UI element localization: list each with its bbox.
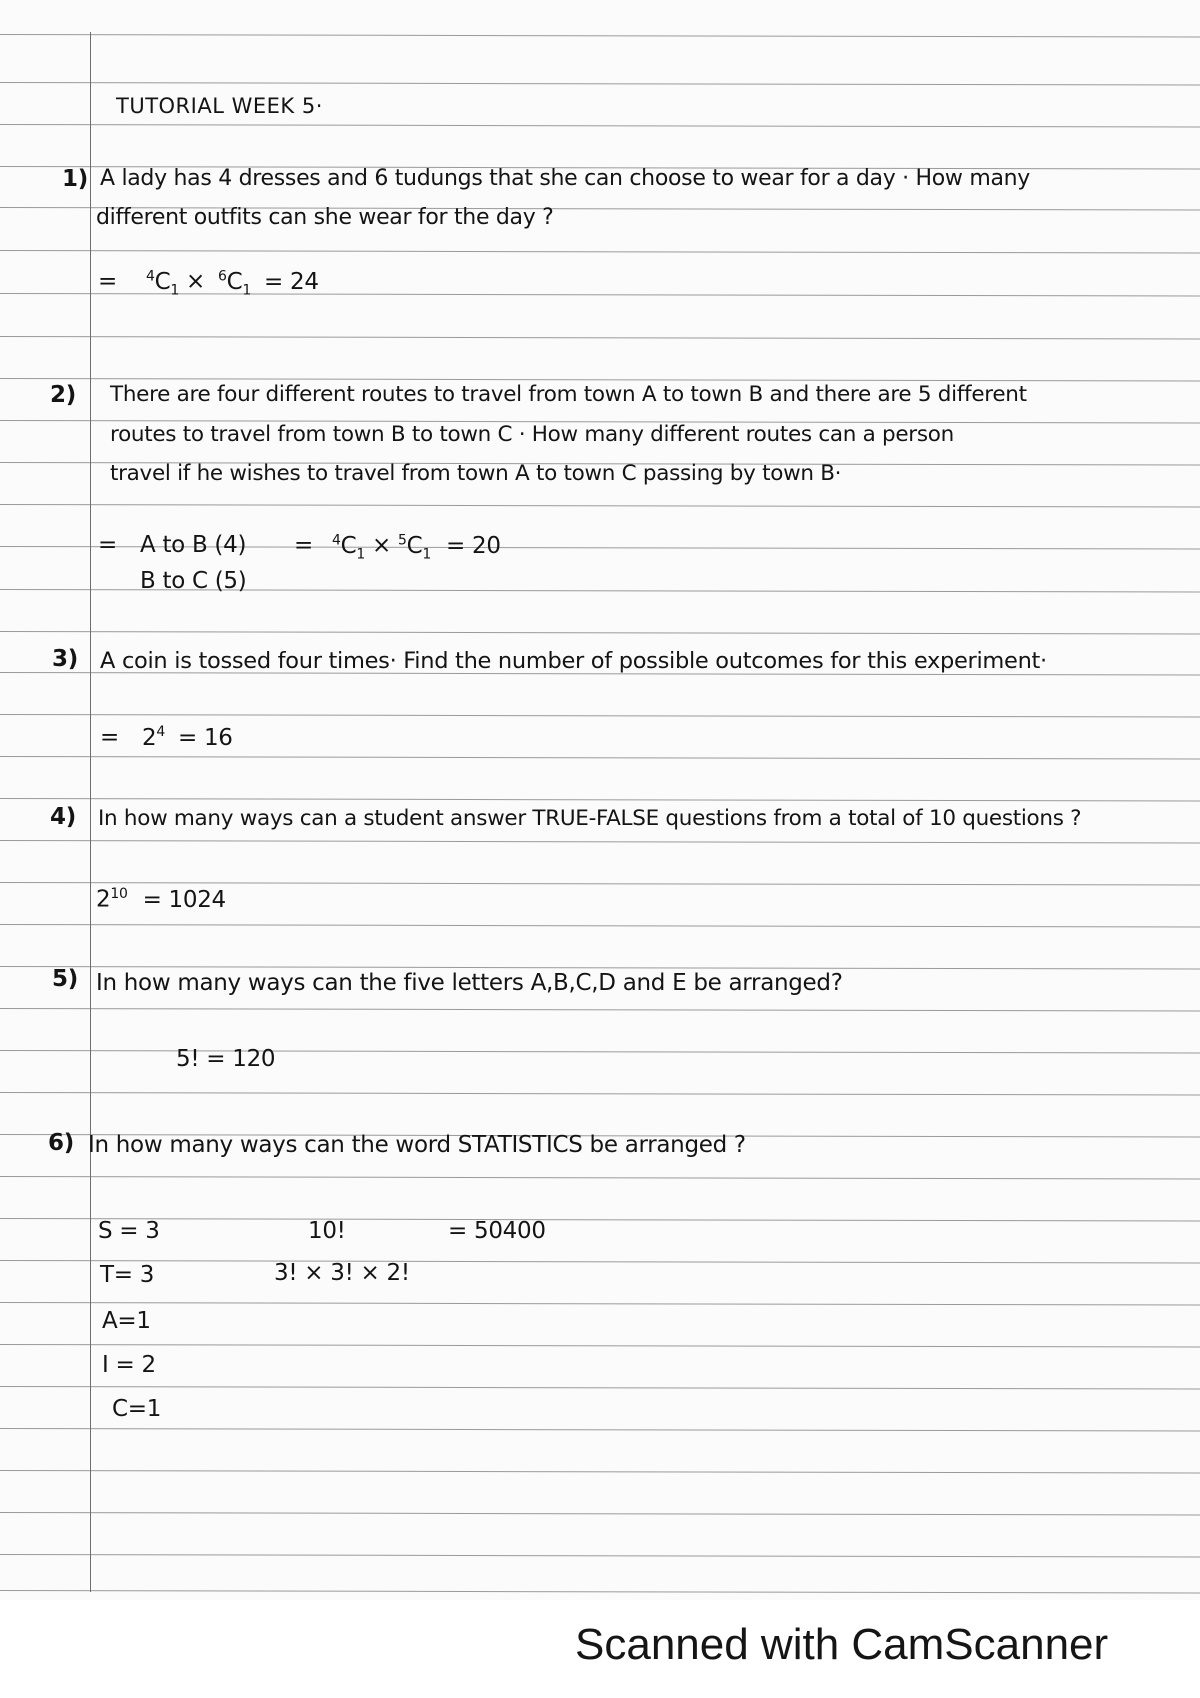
letter-count: A=1 xyxy=(102,1308,151,1334)
ruled-line xyxy=(0,1428,1200,1432)
ruled-line xyxy=(0,966,1200,970)
power-exponent: 4 xyxy=(156,724,165,740)
question-text: different outfits can she wear for the day ? xyxy=(96,205,554,230)
ruled-line xyxy=(0,504,1200,508)
ruled-line xyxy=(0,1092,1200,1096)
margin-line xyxy=(90,32,91,1592)
answer-result: = 20 xyxy=(446,532,501,559)
combination-c: C xyxy=(154,268,171,295)
ruled-line xyxy=(0,1218,1200,1222)
combination-c: C xyxy=(226,268,243,295)
power-base: 2 xyxy=(142,724,157,751)
ruled-line xyxy=(0,631,1200,635)
ruled-line xyxy=(0,1470,1200,1474)
letter-count: S = 3 xyxy=(98,1218,160,1244)
route-a-to-b: A to B (4) xyxy=(140,532,247,558)
ruled-line xyxy=(0,1176,1200,1180)
ruled-line xyxy=(0,1386,1200,1390)
answer-equation: 5! = 120 xyxy=(176,1046,276,1072)
answer-result: = 50400 xyxy=(448,1218,546,1244)
question-number: 4) xyxy=(50,804,76,830)
ruled-line xyxy=(0,924,1200,928)
ruled-line xyxy=(0,1260,1200,1264)
combination-n: 4 xyxy=(146,268,155,284)
ruled-line xyxy=(0,714,1200,718)
question-number: 1) xyxy=(62,166,88,192)
letter-count: T= 3 xyxy=(100,1262,155,1288)
combination-r: 1 xyxy=(356,546,365,563)
ruled-line xyxy=(0,1512,1200,1516)
answer-result: = 24 xyxy=(264,268,319,295)
answer-equation xyxy=(100,724,233,751)
question-text: In how many ways can the five letters A,B,C,D and E be arranged? xyxy=(96,970,843,996)
ruled-line xyxy=(0,756,1200,760)
ruled-line xyxy=(0,1302,1200,1306)
letter-count: C=1 xyxy=(112,1396,162,1422)
question-text: A coin is tossed four times· Find the number of possible outcomes for this experiment· xyxy=(100,648,1047,674)
question-text: In how many ways can the word STATISTICS be arranged ? xyxy=(88,1132,746,1158)
question-number: 6) xyxy=(48,1130,74,1156)
question-text: travel if he wishes to travel from town A to town C passing by town B· xyxy=(110,461,842,486)
fraction-denominator: 3! × 3! × 2! xyxy=(274,1260,410,1286)
ruled-line xyxy=(0,1590,1200,1594)
question-number: 5) xyxy=(52,966,78,992)
letter-count: I = 2 xyxy=(102,1352,156,1378)
combination-r: 1 xyxy=(242,282,251,299)
fraction-numerator: 10! xyxy=(308,1218,346,1244)
ruled-line xyxy=(0,124,1200,128)
combination-c: C xyxy=(340,532,357,559)
page-title: TUTORIAL WEEK 5· xyxy=(116,94,323,118)
equals-sign: = xyxy=(100,724,119,751)
ruled-line xyxy=(0,82,1200,86)
ruled-line xyxy=(0,798,1200,802)
times-sign: × xyxy=(186,268,205,295)
combination-r: 1 xyxy=(422,546,431,563)
equals-sign: = xyxy=(98,532,117,558)
combination-c: C xyxy=(406,532,423,559)
equals-sign: = xyxy=(294,532,313,559)
ruled-line xyxy=(0,1554,1200,1558)
ruled-line xyxy=(0,336,1200,340)
ruled-line xyxy=(0,1008,1200,1012)
times-sign: × xyxy=(372,532,391,559)
answer-equation xyxy=(98,268,319,298)
ruled-line xyxy=(0,34,1200,38)
question-number: 2) xyxy=(50,382,76,408)
ruled-line xyxy=(0,1344,1200,1348)
combination-n: 5 xyxy=(398,532,407,548)
power-exponent: 10 xyxy=(110,886,128,902)
ruled-line xyxy=(0,378,1200,382)
combination-n: 6 xyxy=(218,268,227,284)
answer-equation xyxy=(294,532,501,562)
combination-n: 4 xyxy=(332,532,341,548)
question-text: routes to travel from town B to town C · How many different routes can a person xyxy=(110,422,954,447)
question-text: There are four different routes to travel from town A to town B and there are 5 different xyxy=(110,382,1027,407)
combination-r: 1 xyxy=(170,282,179,299)
question-number: 3) xyxy=(52,646,78,672)
ruled-line xyxy=(0,840,1200,844)
route-b-to-c: B to C (5) xyxy=(140,568,247,594)
power-base: 2 xyxy=(96,886,111,913)
question-text: A lady has 4 dresses and 6 tudungs that she can choose to wear for a day · How many xyxy=(100,166,1030,191)
question-text: In how many ways can a student answer TRUE-FALSE questions from a total of 10 questions ? xyxy=(98,806,1082,831)
answer-result: = 1024 xyxy=(142,886,226,913)
equals-sign: = xyxy=(98,268,117,295)
ruled-line xyxy=(0,250,1200,254)
scanner-watermark: Scanned with CamScanner xyxy=(575,1620,1109,1669)
ruled-line xyxy=(0,882,1200,886)
answer-equation xyxy=(96,886,226,913)
answer-result: = 16 xyxy=(177,724,233,751)
